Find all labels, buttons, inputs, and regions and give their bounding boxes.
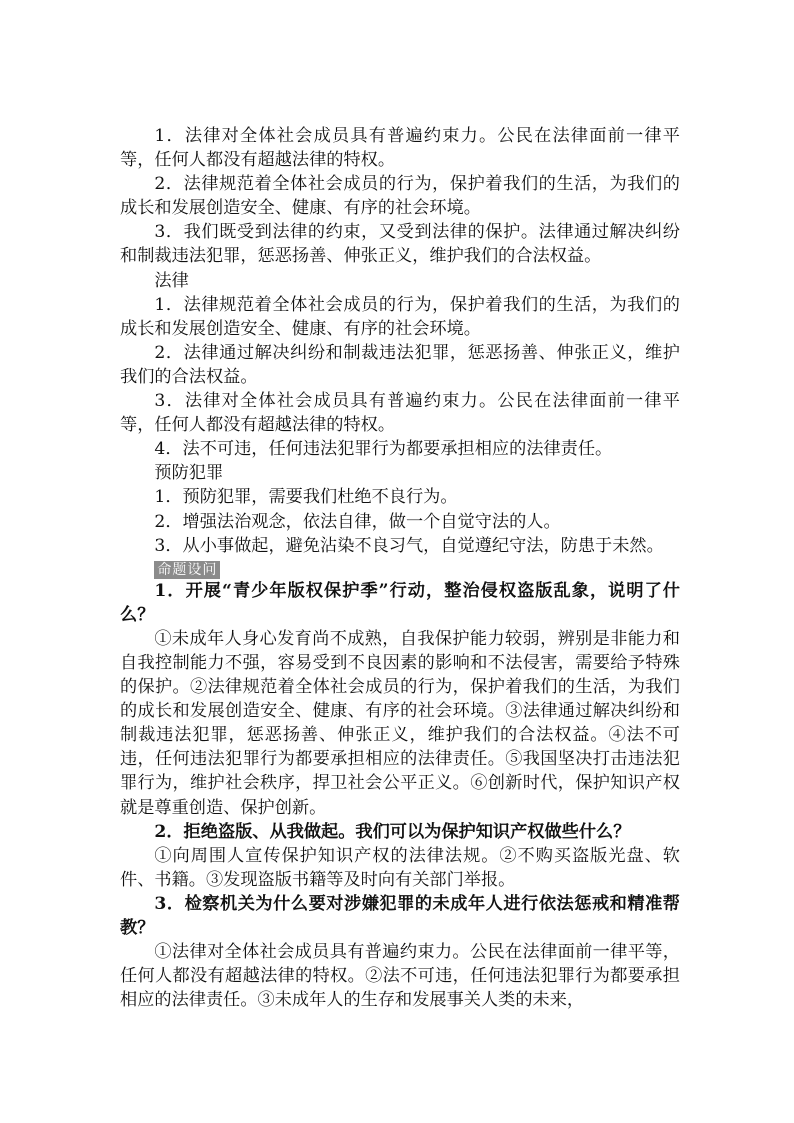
crime-point-3: 3．从小事做起，避免沾染不良习气，自觉遵纪守法，防患于未然。 bbox=[154, 535, 664, 556]
answer-3: ①法律对全体社会成员具有普遍约束力。公民在法律面前一律平等，任何人都没有超越法律的特权。②法不可违，任何违法犯罪行为都要承担相应的法律责任。③未成年人的生存和发展事关人类的未来， bbox=[120, 942, 680, 1011]
law-point-3: 3．法律对全体社会成员具有普遍约束力。公民在法律面前一律平等，任何人都没有超越法律的特权。 bbox=[120, 391, 680, 436]
law-point-1: 1．法律规范着全体社会成员的行为，保护着我们的生活，为我们的成长和发展创造安全、健康、有序的社会环境。 bbox=[120, 294, 680, 339]
intro-point-1: 1．法律对全体社会成员具有普遍约束力。公民在法律面前一律平等，任何人都没有超越法律的特权。 bbox=[120, 126, 680, 171]
crime-point-2: 2．增强法治观念，依法自律，做一个自觉守法的人。 bbox=[154, 511, 561, 532]
intro-point-2: 2．法律规范着全体社会成员的行为，保护着我们的生活，为我们的成长和发展创造安全、健康、有序的社会环境。 bbox=[120, 174, 680, 219]
document-page bbox=[120, 124, 680, 1012]
law-point-4: 4．法不可违，任何违法犯罪行为都要承担相应的法律责任。 bbox=[154, 439, 613, 460]
law-heading: 法律 bbox=[154, 270, 189, 291]
crime-heading: 预防犯罪 bbox=[154, 463, 224, 484]
question-1: 1．开展“青少年版权保护季”行动，整治侵权盗版乱象，说明了什么？ bbox=[120, 580, 680, 625]
crime-point-1: 1．预防犯罪，需要我们杜绝不良行为。 bbox=[154, 487, 458, 508]
law-point-2: 2．法律通过解决纠纷和制裁违法犯罪，惩恶扬善、伸张正义，维护我们的合法权益。 bbox=[120, 342, 680, 387]
question-tag-label: 命题设问 bbox=[154, 561, 220, 579]
intro-point-3: 3．我们既受到法律的约束，又受到法律的保护。法律通过解决纠纷和制裁违法犯罪，惩恶扬善、伸张正义，维护我们的合法权益。 bbox=[120, 222, 680, 267]
tag-row bbox=[120, 559, 680, 579]
question-3: 3．检察机关为什么要对涉嫌犯罪的未成年人进行依法惩戒和精准帮教？ bbox=[120, 893, 680, 938]
answer-1: ①未成年人身心发育尚不成熟，自我保护能力较弱，辨别是非能力和自我控制能力不强，容易受到不良因素的影响和不法侵害，需要给予特殊的保护。②法律规范着全体社会成员的行为，保护着我们的生活，为我们的成长和发展创造安全、健康、有序的社会环境。③法律通过解决纠纷和制裁违法犯罪，惩恶扬善、伸张正义，维护我们的合法权益。④法不可违，任何违法犯罪行为都要承担相应的法律责任。⑤我国坚决打击违法犯罪行为，维护社会秩序，捍卫社会公平正义。⑥创新时代，保护知识产权就是尊重创造、保护创新。 bbox=[120, 628, 680, 818]
question-2: 2．拒绝盗版、从我做起。我们可以为保护知识产权做些什么？ bbox=[154, 821, 631, 842]
answer-2: ①向周围人宣传保护知识产权的法律法规。②不购买盗版光盘、软件、书籍。③发现盗版书籍等及时向有关部门举报。 bbox=[120, 845, 680, 890]
